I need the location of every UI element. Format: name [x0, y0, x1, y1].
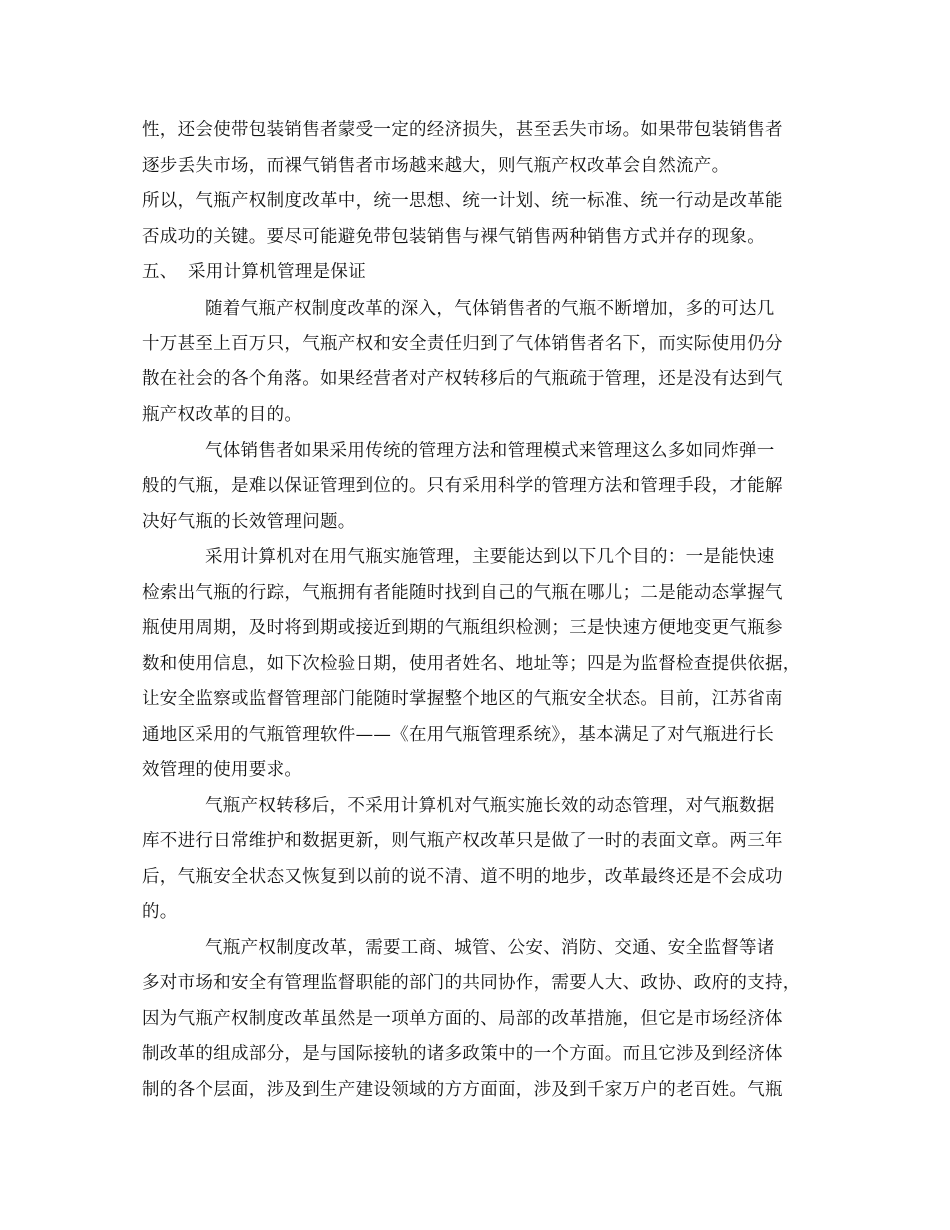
text-line: 制的各个层面，涉及到生产建设领域的方方面面，涉及到千家万户的老百姓。气瓶 [142, 1080, 783, 1100]
text-line: 决好气瓶的长效管理问题。 [142, 512, 356, 532]
text-line: 所以，气瓶产权制度改革中，统一思想、统一计划、统一标准、统一行动是改革能 [142, 191, 783, 211]
text-line: 瓶使用周期，及时将到期或接近到期的气瓶组织检测；三是快速方便地变更气瓶参 [142, 618, 783, 638]
text-line: 后，气瓶安全状态又恢复到以前的说不清、道不明的地步，改革最终还是不会成功 [142, 867, 783, 887]
text-line: 让安全监察或监督管理部门能随时掌握整个地区的气瓶安全状态。目前，江苏省南 [142, 689, 783, 709]
text-line: 气瓶产权制度改革，需要工商、城管、公安、消防、交通、安全监督等诸 [205, 938, 775, 958]
text-line: 通地区采用的气瓶管理软件——《在用气瓶管理系统》，基本满足了对气瓶进行长 [142, 725, 775, 745]
text-line: 随着气瓶产权制度改革的深入，气体销售者的气瓶不断增加，多的可达几 [205, 299, 775, 319]
text-line: 十万甚至上百万只，气瓶产权和安全责任归到了气体销售者名下，而实际使用仍分 [142, 334, 783, 354]
text-line: 库不进行日常维护和数据更新，则气瓶产权改革只是做了一时的表面文章。两三年 [142, 831, 783, 851]
text-line: 性，还会使带包装销售者蒙受一定的经济损失，甚至丢失市场。如果带包装销售者 [142, 120, 783, 140]
text-line: 检索出气瓶的行踪，气瓶拥有者能随时找到自己的气瓶在哪儿；二是能动态掌握气 [142, 583, 783, 603]
text-line: 否成功的关键。要尽可能避免带包装销售与裸气销售两种销售方式并存的现象。 [142, 227, 765, 247]
text-line: 般的气瓶，是难以保证管理到位的。只有采用科学的管理方法和管理手段，才能解 [142, 476, 783, 496]
text-line: 多对市场和安全有管理监督职能的部门的共同协作，需要人大、政协、政府的支持， [142, 973, 801, 993]
text-line: 散在社会的各个角落。如果经营者对产权转移后的气瓶疏于管理，还是没有达到气 [142, 369, 783, 389]
text-line: 采用计算机对在用气瓶实施管理，主要能达到以下几个目的：一是能快速 [205, 547, 775, 567]
text-line: 瓶产权改革的目的。 [142, 405, 303, 425]
text-line: 气瓶产权转移后，不采用计算机对气瓶实施长效的动态管理，对气瓶数据 [205, 796, 775, 816]
text-line: 气体销售者如果采用传统的管理方法和管理模式来管理这么多如同炸弹一 [205, 441, 775, 461]
text-line: 制改革的组成部分，是与国际接轨的诸多政策中的一个方面。而且它涉及到经济体 [142, 1044, 783, 1064]
section-heading [142, 260, 366, 284]
text-line: 因为气瓶产权制度改革虽然是一项单方面的、局部的改革措施，但它是市场经济体 [142, 1009, 783, 1029]
section-title: 采用计算机管理是保证 [188, 262, 366, 282]
text-line: 的。 [142, 902, 178, 922]
text-line: 逐步丢失市场，而裸气销售者市场越来越大，则气瓶产权改革会自然流产。 [142, 156, 730, 176]
text-line: 数和使用信息，如下次检验日期，使用者姓名、地址等；四是为监督检查提供依据， [142, 654, 801, 674]
section-number: 五、 [142, 262, 178, 282]
text-line: 效管理的使用要求。 [142, 760, 303, 780]
